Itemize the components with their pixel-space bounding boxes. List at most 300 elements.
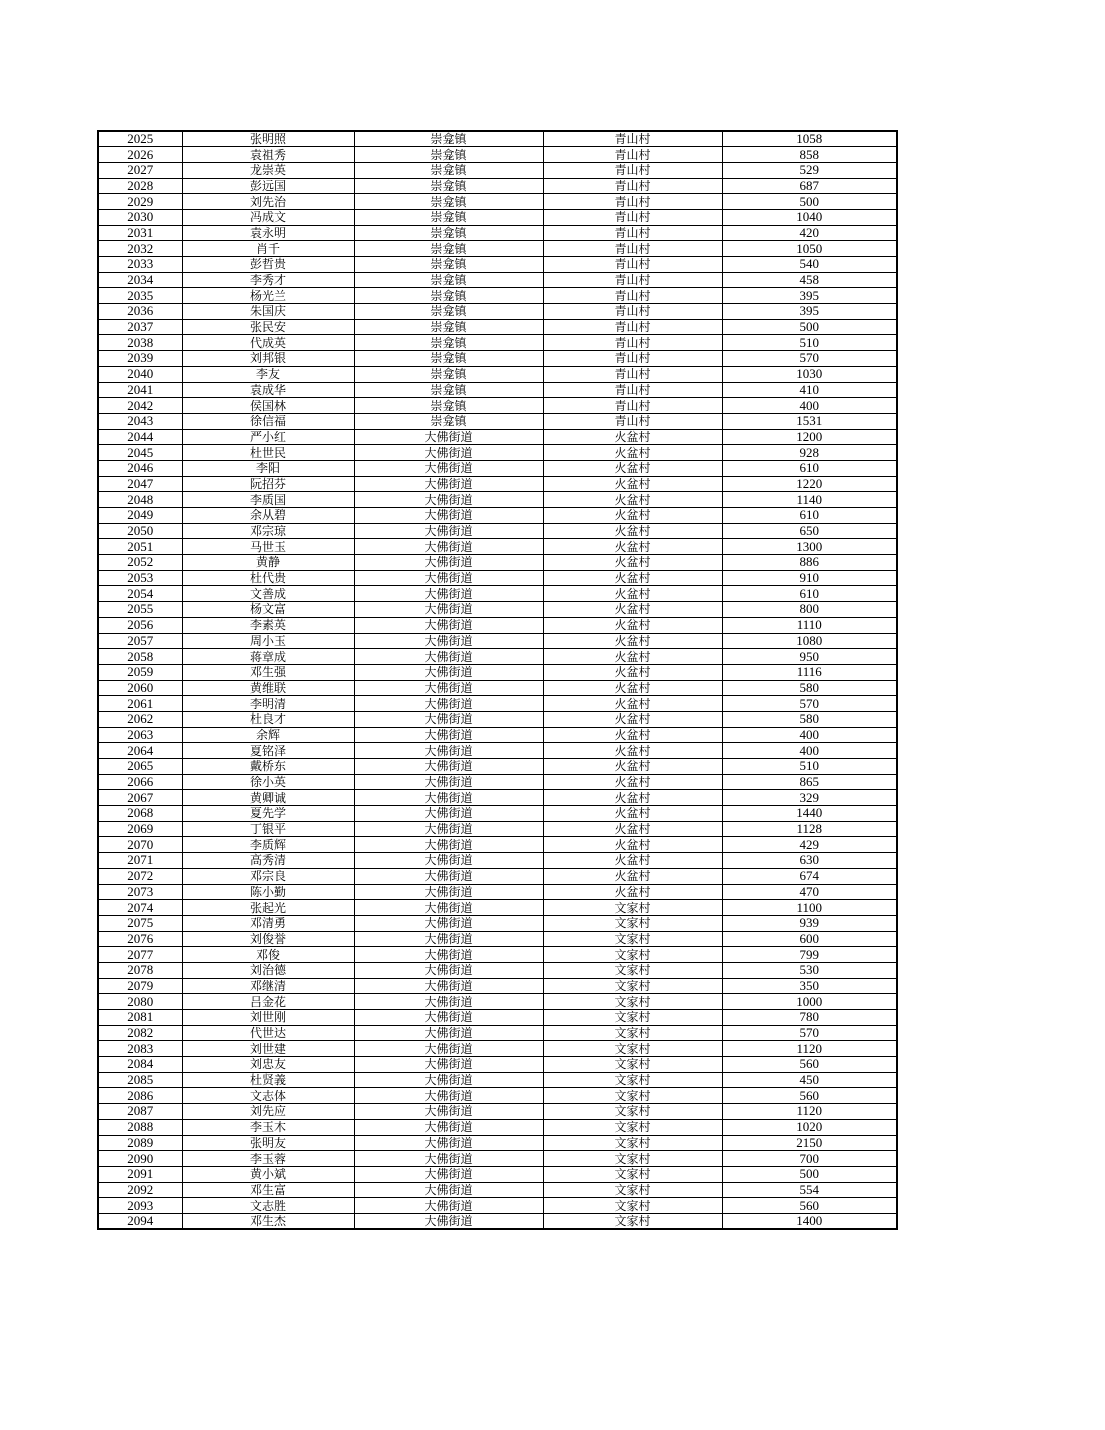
cell-town: 大佛街道 <box>354 1151 543 1167</box>
cell-village: 火盆村 <box>543 539 722 555</box>
cell-name: 杜世民 <box>182 445 354 461</box>
table-row <box>98 633 897 649</box>
cell-town: 大佛街道 <box>354 806 543 822</box>
cell-id: 2077 <box>98 947 182 963</box>
cell-village: 文家村 <box>543 1135 722 1151</box>
cell-amount: 1080 <box>722 633 897 649</box>
table-row <box>98 272 897 288</box>
cell-town: 大佛街道 <box>354 1104 543 1120</box>
cell-village: 火盆村 <box>543 570 722 586</box>
cell-town: 大佛街道 <box>354 727 543 743</box>
cell-town: 崇龛镇 <box>354 382 543 398</box>
cell-name: 高秀清 <box>182 853 354 869</box>
cell-amount: 939 <box>722 915 897 931</box>
cell-town: 大佛街道 <box>354 1135 543 1151</box>
table-row <box>98 915 897 931</box>
cell-village: 青山村 <box>543 351 722 367</box>
cell-id: 2049 <box>98 508 182 524</box>
cell-town: 大佛街道 <box>354 978 543 994</box>
cell-amount: 510 <box>722 335 897 351</box>
cell-id: 2089 <box>98 1135 182 1151</box>
cell-id: 2026 <box>98 147 182 163</box>
cell-id: 2035 <box>98 288 182 304</box>
cell-village: 火盆村 <box>543 602 722 618</box>
cell-town: 大佛街道 <box>354 931 543 947</box>
cell-village: 文家村 <box>543 1119 722 1135</box>
cell-name: 代世达 <box>182 1025 354 1041</box>
cell-name: 李阳 <box>182 460 354 476</box>
table-row <box>98 774 897 790</box>
table-row <box>98 806 897 822</box>
cell-id: 2038 <box>98 335 182 351</box>
cell-name: 李秀才 <box>182 272 354 288</box>
cell-amount: 650 <box>722 523 897 539</box>
cell-id: 2070 <box>98 837 182 853</box>
table-row <box>98 476 897 492</box>
table-row <box>98 570 897 586</box>
data-table <box>97 130 898 1230</box>
cell-town: 崇龛镇 <box>354 398 543 414</box>
cell-id: 2060 <box>98 680 182 696</box>
cell-id: 2036 <box>98 304 182 320</box>
cell-town: 崇龛镇 <box>354 209 543 225</box>
table-row <box>98 900 897 916</box>
cell-id: 2042 <box>98 398 182 414</box>
cell-village: 青山村 <box>543 257 722 273</box>
table-row <box>98 1182 897 1198</box>
cell-name: 代成英 <box>182 335 354 351</box>
cell-village: 火盆村 <box>543 633 722 649</box>
cell-name: 朱国庆 <box>182 304 354 320</box>
cell-id: 2092 <box>98 1182 182 1198</box>
cell-name: 李质辉 <box>182 837 354 853</box>
cell-town: 大佛街道 <box>354 476 543 492</box>
cell-village: 火盆村 <box>543 429 722 445</box>
cell-name: 邓生强 <box>182 664 354 680</box>
cell-amount: 395 <box>722 304 897 320</box>
cell-town: 大佛街道 <box>354 617 543 633</box>
cell-amount: 429 <box>722 837 897 853</box>
cell-town: 大佛街道 <box>354 680 543 696</box>
cell-village: 文家村 <box>543 962 722 978</box>
table-row <box>98 460 897 476</box>
cell-id: 2040 <box>98 366 182 382</box>
cell-id: 2093 <box>98 1198 182 1214</box>
cell-town: 大佛街道 <box>354 1088 543 1104</box>
cell-amount: 1000 <box>722 994 897 1010</box>
cell-id: 2051 <box>98 539 182 555</box>
table-row <box>98 162 897 178</box>
table-row <box>98 382 897 398</box>
cell-village: 火盆村 <box>543 445 722 461</box>
cell-id: 2078 <box>98 962 182 978</box>
table-row <box>98 617 897 633</box>
cell-amount: 1140 <box>722 492 897 508</box>
cell-name: 张起光 <box>182 900 354 916</box>
cell-name: 马世玉 <box>182 539 354 555</box>
cell-amount: 858 <box>722 147 897 163</box>
table-row <box>98 131 897 147</box>
cell-id: 2057 <box>98 633 182 649</box>
cell-name: 彭哲贵 <box>182 257 354 273</box>
table-row <box>98 1119 897 1135</box>
cell-amount: 400 <box>722 743 897 759</box>
cell-village: 火盆村 <box>543 664 722 680</box>
cell-village: 文家村 <box>543 1213 722 1229</box>
cell-village: 文家村 <box>543 1057 722 1073</box>
cell-village: 青山村 <box>543 319 722 335</box>
cell-name: 杜良才 <box>182 711 354 727</box>
cell-name: 杜贤義 <box>182 1072 354 1088</box>
cell-id: 2058 <box>98 649 182 665</box>
cell-amount: 350 <box>722 978 897 994</box>
cell-name: 文志体 <box>182 1088 354 1104</box>
cell-village: 青山村 <box>543 382 722 398</box>
cell-village: 青山村 <box>543 288 722 304</box>
cell-name: 吕金花 <box>182 994 354 1010</box>
cell-amount: 799 <box>722 947 897 963</box>
cell-name: 刘先应 <box>182 1104 354 1120</box>
cell-amount: 886 <box>722 555 897 571</box>
cell-id: 2080 <box>98 994 182 1010</box>
cell-id: 2031 <box>98 225 182 241</box>
cell-village: 火盆村 <box>543 460 722 476</box>
cell-town: 崇龛镇 <box>354 319 543 335</box>
table-row <box>98 1166 897 1182</box>
table-row <box>98 1135 897 1151</box>
cell-town: 大佛街道 <box>354 947 543 963</box>
cell-village: 青山村 <box>543 304 722 320</box>
cell-town: 崇龛镇 <box>354 147 543 163</box>
cell-name: 邓生杰 <box>182 1213 354 1229</box>
cell-town: 大佛街道 <box>354 664 543 680</box>
cell-village: 文家村 <box>543 1088 722 1104</box>
table-row <box>98 759 897 775</box>
table-row <box>98 1010 897 1026</box>
table-row <box>98 445 897 461</box>
cell-amount: 910 <box>722 570 897 586</box>
cell-village: 文家村 <box>543 1166 722 1182</box>
cell-amount: 500 <box>722 1166 897 1182</box>
table-row <box>98 1088 897 1104</box>
cell-village: 青山村 <box>543 272 722 288</box>
cell-village: 文家村 <box>543 1072 722 1088</box>
cell-town: 大佛街道 <box>354 759 543 775</box>
cell-name: 龙崇英 <box>182 162 354 178</box>
cell-name: 刘俊誉 <box>182 931 354 947</box>
cell-village: 火盆村 <box>543 759 722 775</box>
cell-name: 邓清勇 <box>182 915 354 931</box>
cell-town: 大佛街道 <box>354 445 543 461</box>
cell-amount: 510 <box>722 759 897 775</box>
cell-id: 2032 <box>98 241 182 257</box>
cell-id: 2094 <box>98 1213 182 1229</box>
cell-id: 2034 <box>98 272 182 288</box>
cell-village: 青山村 <box>543 241 722 257</box>
cell-village: 文家村 <box>543 931 722 947</box>
table-row <box>98 821 897 837</box>
cell-town: 崇龛镇 <box>354 194 543 210</box>
cell-village: 火盆村 <box>543 649 722 665</box>
cell-id: 2083 <box>98 1041 182 1057</box>
table-row <box>98 319 897 335</box>
cell-name: 侯国林 <box>182 398 354 414</box>
cell-village: 火盆村 <box>543 617 722 633</box>
cell-amount: 1120 <box>722 1041 897 1057</box>
cell-amount: 1058 <box>722 131 897 147</box>
cell-id: 2045 <box>98 445 182 461</box>
cell-amount: 420 <box>722 225 897 241</box>
cell-name: 余从碧 <box>182 508 354 524</box>
table-row <box>98 147 897 163</box>
table-row <box>98 837 897 853</box>
cell-amount: 780 <box>722 1010 897 1026</box>
cell-village: 火盆村 <box>543 523 722 539</box>
cell-town: 崇龛镇 <box>354 178 543 194</box>
cell-village: 文家村 <box>543 1010 722 1026</box>
table-row <box>98 978 897 994</box>
cell-town: 崇龛镇 <box>354 413 543 429</box>
cell-town: 大佛街道 <box>354 1010 543 1026</box>
cell-amount: 1040 <box>722 209 897 225</box>
cell-village: 青山村 <box>543 162 722 178</box>
table-row <box>98 790 897 806</box>
cell-amount: 1200 <box>722 429 897 445</box>
cell-id: 2048 <box>98 492 182 508</box>
cell-village: 青山村 <box>543 398 722 414</box>
cell-amount: 530 <box>722 962 897 978</box>
cell-name: 阮招芬 <box>182 476 354 492</box>
cell-name: 李友 <box>182 366 354 382</box>
cell-id: 2056 <box>98 617 182 633</box>
cell-amount: 687 <box>722 178 897 194</box>
cell-town: 大佛街道 <box>354 696 543 712</box>
cell-village: 青山村 <box>543 178 722 194</box>
cell-id: 2082 <box>98 1025 182 1041</box>
cell-id: 2085 <box>98 1072 182 1088</box>
cell-town: 大佛街道 <box>354 853 543 869</box>
cell-id: 2033 <box>98 257 182 273</box>
cell-amount: 580 <box>722 711 897 727</box>
cell-id: 2055 <box>98 602 182 618</box>
cell-name: 文善成 <box>182 586 354 602</box>
table-row <box>98 304 897 320</box>
table-row <box>98 884 897 900</box>
cell-name: 黄静 <box>182 555 354 571</box>
cell-id: 2059 <box>98 664 182 680</box>
table-row <box>98 366 897 382</box>
cell-town: 大佛街道 <box>354 492 543 508</box>
cell-amount: 400 <box>722 398 897 414</box>
cell-name: 夏铭泽 <box>182 743 354 759</box>
cell-town: 大佛街道 <box>354 633 543 649</box>
cell-amount: 610 <box>722 460 897 476</box>
cell-amount: 560 <box>722 1088 897 1104</box>
cell-town: 崇龛镇 <box>354 162 543 178</box>
cell-amount: 928 <box>722 445 897 461</box>
cell-id: 2069 <box>98 821 182 837</box>
cell-id: 2047 <box>98 476 182 492</box>
cell-town: 大佛街道 <box>354 1041 543 1057</box>
cell-town: 大佛街道 <box>354 460 543 476</box>
cell-amount: 570 <box>722 696 897 712</box>
cell-name: 蒋章成 <box>182 649 354 665</box>
cell-town: 大佛街道 <box>354 429 543 445</box>
cell-name: 张民安 <box>182 319 354 335</box>
table-row <box>98 586 897 602</box>
table-row <box>98 1041 897 1057</box>
table-row <box>98 1104 897 1120</box>
table-row <box>98 241 897 257</box>
cell-name: 邓俊 <box>182 947 354 963</box>
cell-name: 李质国 <box>182 492 354 508</box>
cell-village: 青山村 <box>543 194 722 210</box>
cell-id: 2075 <box>98 915 182 931</box>
cell-name: 徐小英 <box>182 774 354 790</box>
cell-amount: 674 <box>722 868 897 884</box>
cell-name: 杨文富 <box>182 602 354 618</box>
cell-id: 2090 <box>98 1151 182 1167</box>
cell-amount: 600 <box>722 931 897 947</box>
cell-id: 2067 <box>98 790 182 806</box>
cell-village: 火盆村 <box>543 696 722 712</box>
cell-village: 火盆村 <box>543 743 722 759</box>
table-row <box>98 743 897 759</box>
table-row <box>98 931 897 947</box>
cell-amount: 1220 <box>722 476 897 492</box>
cell-amount: 470 <box>722 884 897 900</box>
cell-name: 戴桥东 <box>182 759 354 775</box>
cell-name: 袁成华 <box>182 382 354 398</box>
cell-name: 冯成文 <box>182 209 354 225</box>
cell-name: 周小玉 <box>182 633 354 649</box>
table-row <box>98 1072 897 1088</box>
cell-name: 杨光兰 <box>182 288 354 304</box>
cell-village: 火盆村 <box>543 837 722 853</box>
cell-name: 邓生富 <box>182 1182 354 1198</box>
cell-town: 大佛街道 <box>354 586 543 602</box>
cell-id: 2074 <box>98 900 182 916</box>
table-row <box>98 257 897 273</box>
cell-town: 大佛街道 <box>354 1057 543 1073</box>
cell-village: 青山村 <box>543 413 722 429</box>
cell-village: 火盆村 <box>543 868 722 884</box>
table-row <box>98 351 897 367</box>
cell-amount: 2150 <box>722 1135 897 1151</box>
cell-id: 2088 <box>98 1119 182 1135</box>
cell-town: 大佛街道 <box>354 1213 543 1229</box>
cell-name: 袁永明 <box>182 225 354 241</box>
cell-village: 文家村 <box>543 1104 722 1120</box>
cell-name: 黄小斌 <box>182 1166 354 1182</box>
cell-town: 崇龛镇 <box>354 335 543 351</box>
table-row <box>98 523 897 539</box>
cell-town: 崇龛镇 <box>354 241 543 257</box>
cell-village: 文家村 <box>543 1151 722 1167</box>
cell-id: 2081 <box>98 1010 182 1026</box>
cell-id: 2068 <box>98 806 182 822</box>
table-row <box>98 1057 897 1073</box>
cell-amount: 560 <box>722 1198 897 1214</box>
cell-village: 文家村 <box>543 1041 722 1057</box>
cell-town: 大佛街道 <box>354 523 543 539</box>
cell-name: 刘世刚 <box>182 1010 354 1026</box>
cell-amount: 1110 <box>722 617 897 633</box>
cell-village: 火盆村 <box>543 774 722 790</box>
cell-amount: 1020 <box>722 1119 897 1135</box>
cell-amount: 1050 <box>722 241 897 257</box>
cell-amount: 580 <box>722 680 897 696</box>
table-body <box>98 131 897 1229</box>
cell-amount: 458 <box>722 272 897 288</box>
table-row <box>98 1198 897 1214</box>
cell-amount: 1120 <box>722 1104 897 1120</box>
table-row <box>98 649 897 665</box>
table-row <box>98 178 897 194</box>
cell-village: 青山村 <box>543 225 722 241</box>
cell-town: 大佛街道 <box>354 884 543 900</box>
cell-amount: 1128 <box>722 821 897 837</box>
cell-id: 2063 <box>98 727 182 743</box>
cell-village: 火盆村 <box>543 492 722 508</box>
cell-amount: 529 <box>722 162 897 178</box>
cell-village: 青山村 <box>543 366 722 382</box>
cell-id: 2064 <box>98 743 182 759</box>
table-row <box>98 335 897 351</box>
cell-village: 文家村 <box>543 1025 722 1041</box>
cell-town: 大佛街道 <box>354 508 543 524</box>
cell-town: 大佛街道 <box>354 790 543 806</box>
cell-amount: 570 <box>722 351 897 367</box>
cell-id: 2043 <box>98 413 182 429</box>
cell-village: 青山村 <box>543 209 722 225</box>
cell-name: 徐信福 <box>182 413 354 429</box>
cell-id: 2065 <box>98 759 182 775</box>
cell-village: 文家村 <box>543 1198 722 1214</box>
cell-town: 崇龛镇 <box>354 225 543 241</box>
cell-id: 2073 <box>98 884 182 900</box>
cell-name: 邓宗琼 <box>182 523 354 539</box>
table-row <box>98 664 897 680</box>
cell-name: 张明照 <box>182 131 354 147</box>
cell-town: 大佛街道 <box>354 602 543 618</box>
cell-name: 杜代贵 <box>182 570 354 586</box>
cell-amount: 500 <box>722 319 897 335</box>
cell-id: 2027 <box>98 162 182 178</box>
cell-village: 火盆村 <box>543 508 722 524</box>
cell-name: 刘先治 <box>182 194 354 210</box>
cell-name: 李玉蓉 <box>182 1151 354 1167</box>
cell-village: 火盆村 <box>543 586 722 602</box>
table-row <box>98 868 897 884</box>
cell-amount: 1030 <box>722 366 897 382</box>
cell-village: 青山村 <box>543 335 722 351</box>
table-row <box>98 947 897 963</box>
cell-town: 崇龛镇 <box>354 366 543 382</box>
cell-name: 文志胜 <box>182 1198 354 1214</box>
cell-amount: 610 <box>722 508 897 524</box>
table-row <box>98 194 897 210</box>
cell-town: 大佛街道 <box>354 900 543 916</box>
cell-amount: 1531 <box>722 413 897 429</box>
cell-village: 火盆村 <box>543 821 722 837</box>
cell-town: 大佛街道 <box>354 555 543 571</box>
cell-name: 李素英 <box>182 617 354 633</box>
cell-id: 2062 <box>98 711 182 727</box>
cell-amount: 1100 <box>722 900 897 916</box>
cell-amount: 700 <box>722 1151 897 1167</box>
cell-name: 严小红 <box>182 429 354 445</box>
